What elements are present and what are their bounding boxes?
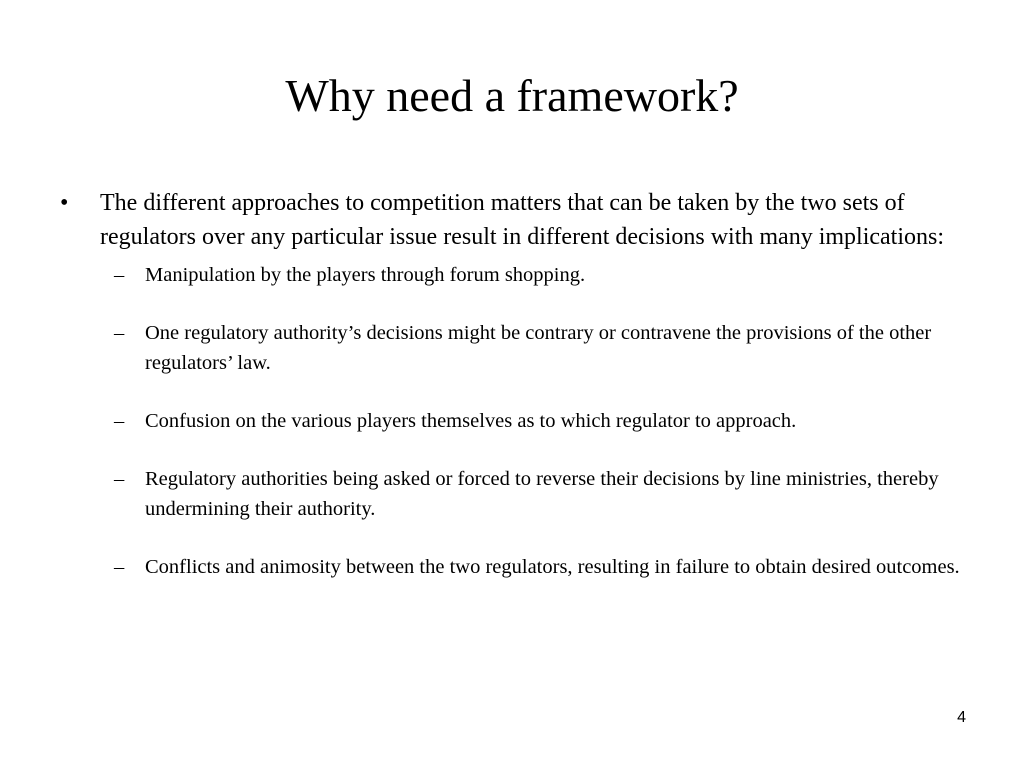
slide-title: Why need a framework? [285,70,739,121]
sub-bullet-text: Manipulation by the players through forum shopping. [145,264,586,286]
sub-bullet-text: Regulatory authorities being asked or forced to reverse their decisions by line ministries, thereby undermining their authority. [145,468,939,520]
sub-bullet-item [60,552,980,582]
main-bullet [60,186,980,254]
sub-bullet-marker: – [114,264,125,286]
sub-bullet-text: One regulatory authority’s decisions might be contrary or contravene the provisions of the other regulators’ law. [145,322,932,374]
sub-bullet-item [60,406,980,436]
sub-bullet-marker: – [114,410,125,432]
sub-bullet-marker: – [114,322,125,344]
page-number: 4 [957,709,966,726]
sub-bullet-item [60,318,980,378]
sub-bullet-marker: – [114,556,125,578]
bullet-marker: • [60,190,69,216]
sub-bullet-list [60,260,980,582]
sub-bullet-item [60,464,980,524]
bullet-text: The different approaches to competition matters that can be taken by the two sets of regulators over any particular issue result in different decisions with many implications: [100,190,945,250]
bullet-list [60,186,980,610]
sub-bullet-text: Conflicts and animosity between the two regulators, resulting in failure to obtain desired outcomes. [145,556,960,578]
sub-bullet-text: Confusion on the various players themselves as to which regulator to approach. [145,410,797,432]
sub-bullet-item [60,260,980,290]
sub-bullet-marker: – [114,468,125,490]
